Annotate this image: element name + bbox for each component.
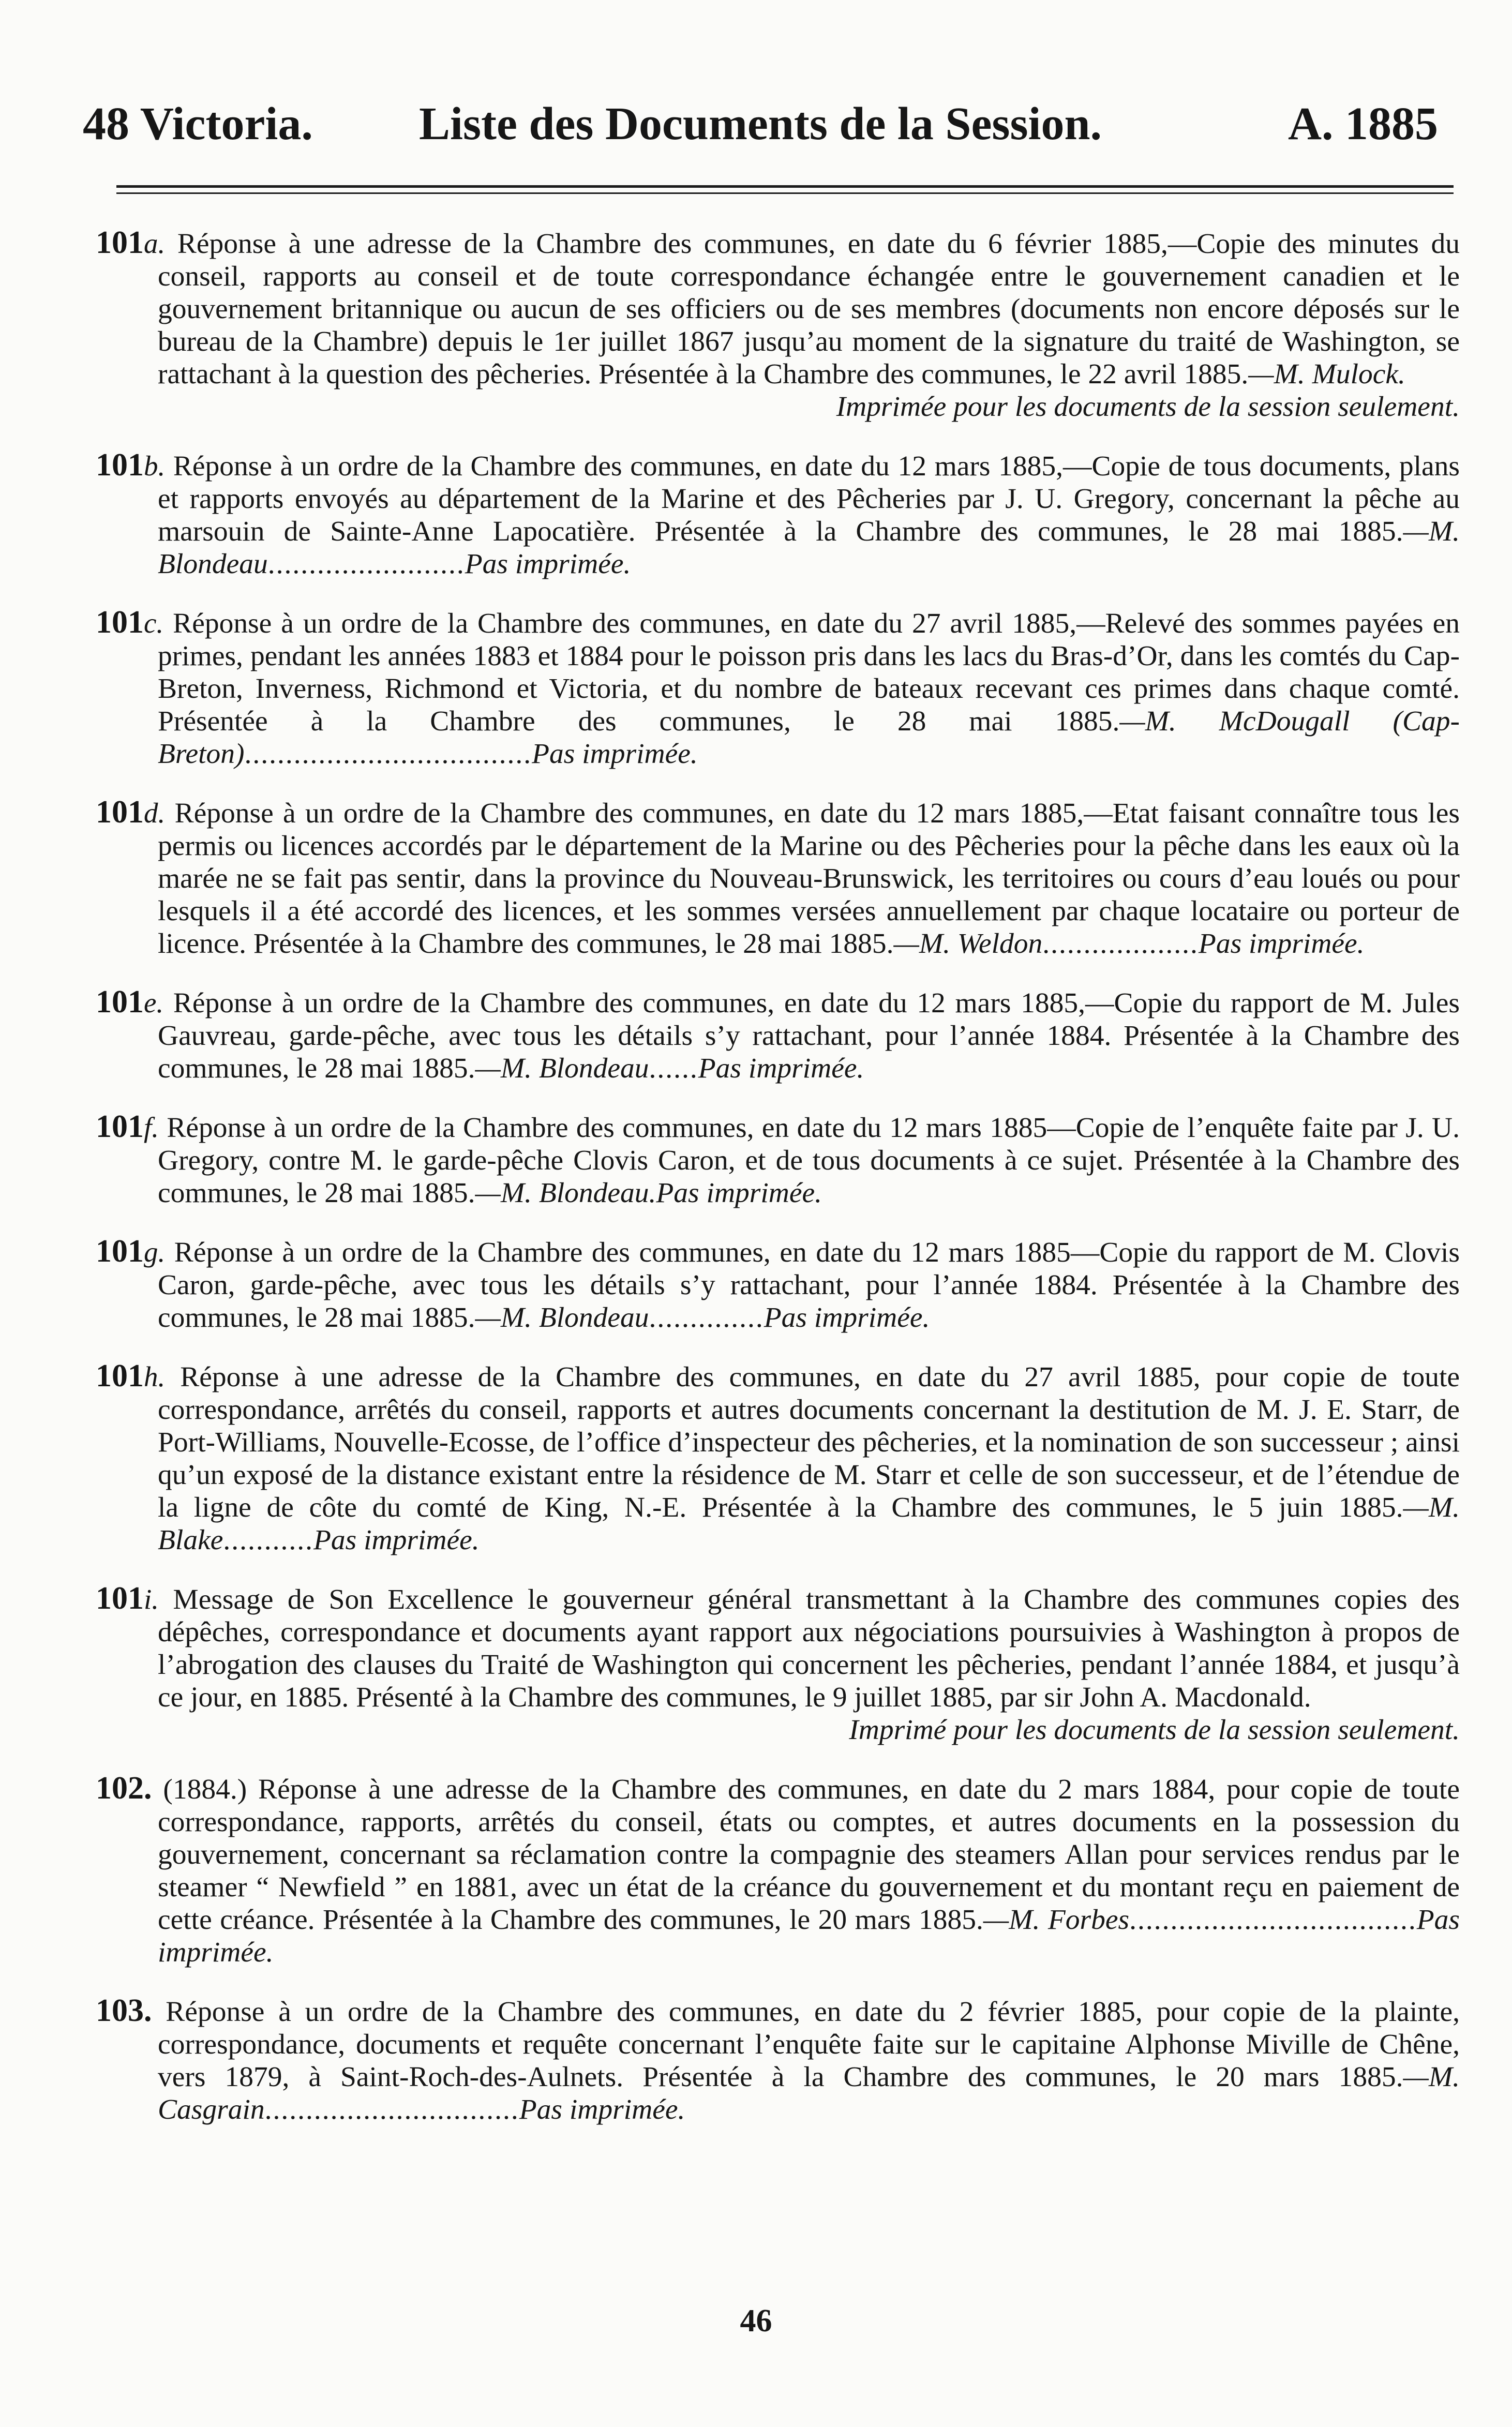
entry-number: 101 [96, 1581, 144, 1616]
entry-member: M. Casgrain [158, 2061, 1460, 2125]
header-title: Liste des Documents de la Session. [418, 98, 1102, 149]
entry-text: 101a. Réponse à une adresse de la Chambre des communes, en date du 6 février 1885,—Copie des minutes du conseil, rapports au conseil et de toute correspondance échangée entre le gouvernement canadien et le gouvernement britannique ou aucun de ses officiers ou de ses membres (documents non encore déposés sur le bureau de la Chambre) depuis le 1er juillet 1867 jusqu’au moment de la signature du traité de Washington, se rattachant à la question des pêcheries. Présentée à la Chambre des communes, le 22 avril 1885.—M. Mulock. [96, 225, 1460, 390]
entry-description: Réponse à un ordre de la Chambre des communes, en date du 12 mars 1885,—Copie de tous documents, plans et rapports envoyés au département de la Marine et des Pêcheries par J. U. Gregory, concernant la pêche au marsouin de Sainte-Anne Lapocatière. Présentée à la Chambre des communes, le 28 mai 1885. [158, 451, 1460, 547]
entry-member: M. Blondeau [158, 516, 1460, 580]
entry-status: Pas imprimée. [313, 1524, 480, 1556]
entry-suffix: e. [144, 987, 164, 1018]
entry-member: M. McDougall (Cap-Breton) [158, 706, 1460, 770]
entry-member: M. Blondeau [500, 1053, 649, 1084]
entry-description: Réponse à un ordre de la Chambre des communes, en date du 12 mars 1885,—Copie du rapport de M. Jules Gauvreau, garde-pêche, avec tous les détails s’y rattachant, pour l’année 1884. Présentée à la Chambre des communes, le 28 mai 1885. [158, 987, 1460, 1084]
entry-description: (1884.) Réponse à une adresse de la Chambre des communes, en date du 2 mars 1884, pour copie de toute correspondance, rapports, arrêtés du conseil, états ou comptes, et autres documents en la possession du gouvernement, concernant sa réclamation contre la compagnie des steamers Allan pour services rendus par le steamer “ Newfield ” en 1881, avec un état de la créance du gouvernement et du montant reçu en paiement de cette créance. Présentée à la Chambre des communes, le 20 mars 1885. [152, 1774, 1460, 1936]
entry-number: 101 [96, 984, 144, 1020]
entry-description: Réponse à un ordre de la Chambre des communes, en date du 12 mars 1885—Copie de l’enquête faite par J. U. Gregory, contre M. le garde-pêche Clovis Caron, et de tous documents à ce sujet. Présentée à la Chambre des communes, le 28 mai 1885. [158, 1112, 1460, 1209]
entry-text: 101e. Réponse à un ordre de la Chambre des communes, en date du 12 mars 1885,—Copie du rapport de M. Jules Gauvreau, garde-pêche, avec tous les détails s’y rattachant, pour l’année 1884. Présentée à la Chambre des communes, le 28 mai 1885.—M. Blondeau......Pas imprimée. [96, 984, 1460, 1084]
entry-member: M. Weldon [919, 928, 1043, 960]
dot-leader: ...... [649, 1053, 698, 1084]
document-entry [96, 227, 1460, 423]
entry-suffix: b. [144, 450, 166, 482]
entry-number: 101 [96, 1234, 144, 1269]
entry-member: M. Blake [158, 1492, 1460, 1556]
document-entry [96, 796, 1460, 960]
entry-text: 101d. Réponse à un ordre de la Chambre des communes, en date du 12 mars 1885,—Etat faisant connaître tous les permis ou licences accordés par le département de la Marine ou des Pêcheries pour la pêche dans les eaux où la marée ne se fait pas sentir, dans la province du Nouveau-Brunswick, les territoires ou cours d’eau loués ou pour lesquels il a été accordé des licences, et les sommes versées annuellement par chaque locataire ou porteur de licence. Présentée à la Chambre des communes, le 28 mai 1885.—M. Weldon...................Pas imprimée. [96, 795, 1460, 960]
entry-number: 102. [96, 1771, 152, 1806]
entry-suffix: a. [144, 228, 166, 259]
entry-text [96, 1582, 1460, 1714]
entry-description: Réponse à une adresse de la Chambre des communes, en date du 27 avril 1885, pour copie de toute correspondance, arrêtés du conseil, rapports et autres documents concernant la destitution de M. J. E. Starr, de Port-Williams, Nouvelle-Ecosse, de l’office d’inspecteur des pêcheries, et la nomination de son successeur ; ainsi qu’un exposé de la distance existant entre la résidence de M. Starr et celle de son successeur, et de l’étendue de la ligne de côte du comté de King, N.-E. Présentée à la Chambre des communes, le 5 juin 1885. [158, 1361, 1460, 1523]
entry-text: 103. Réponse à un ordre de la Chambre des communes, en date du 2 février 1885, pour copie de la plainte, correspondance, documents et requête concernant l’enquête faite sur le capitaine Alphonse Miville de Chêne, vers 1879, à Saint-Roch-des-Aulnets. Présentée à la Chambre des communes, le 20 mars 1885.—M. Casgrain...............................Pas imprimée. [96, 1993, 1460, 2125]
entry-number: 101 [96, 225, 144, 260]
document-entry [96, 1582, 1460, 1746]
header-session: 48 Victoria. [83, 98, 313, 149]
entry-description: Réponse à un ordre de la Chambre des communes, en date du 12 mars 1885,—Etat faisant connaître tous les permis ou licences accordés par le département de la Marine ou des Pêcheries pour la pêche dans les eaux où la marée ne se fait pas sentir, dans la province du Nouveau-Brunswick, les territoires ou cours d’eau loués ou pour lesquels il a été accordé des licences, et les sommes versées annuellement par chaque locataire ou porteur de licence. Présentée à la Chambre des communes, le 28 mai 1885. [158, 798, 1460, 960]
entry-description: Réponse à un ordre de la Chambre des communes, en date du 27 avril 1885,—Relevé des sommes payées en primes, pendant les années 1883 et 1884 pour le poisson pris dans les lacs du Bras-d’Or, dans les comtés du Cap-Breton, Inverness, Richmond et Victoria, et du nombre de bateaux recevant ces primes dans chaque comté. Présentée à la Chambre des communes, le 28 mai 1885. [158, 608, 1460, 737]
entry-member: M. Mulock. [1274, 358, 1405, 390]
entry-print-note: Imprimée pour les documents de la session seulement. [836, 391, 1460, 423]
entry-number: 101 [96, 605, 144, 640]
header-year: A. 1885 [1288, 98, 1438, 149]
entry-description: Réponse à une adresse de la Chambre des communes, en date du 6 février 1885,—Copie des minutes du conseil, rapports au conseil et de toute correspondance échangée entre le gouvernement canadien et le gouvernement britannique ou aucun de ses officiers ou de ses membres (documents non encore déposés sur le bureau de la Chambre) depuis le 1er juillet 1867 jusqu’au moment de la signature du traité de Washington, se rattachant à la question des pêcheries. Présentée à la Chambre des communes, le 22 avril 1885. [158, 228, 1460, 390]
entry-text: 101g. Réponse à un ordre de la Chambre des communes, en date du 12 mars 1885—Copie du rapport de M. Clovis Caron, garde-pêche, avec tous les détails s’y rattachant, pour l’année 1884. Présentée à la Chambre des communes, le 28 mai 1885.—M. Blondeau..............Pas imprimée. [96, 1234, 1460, 1334]
entry-text: 101b. Réponse à un ordre de la Chambre des communes, en date du 12 mars 1885,—Copie de tous documents, plans et rapports envoyés au département de la Marine et des Pêcheries par J. U. Gregory, concernant la pêche au marsouin de Sainte-Anne Lapocatière. Présentée à la Chambre des communes, le 28 mai 1885.—M. Blondeau........................Pas imprimée. [96, 447, 1460, 580]
entry-number: 103. [96, 1993, 152, 2028]
entry-number: 101 [96, 1109, 144, 1144]
document-entry [96, 1772, 1460, 1969]
dot-leader: ........................ [267, 548, 465, 580]
entry-status: Pas imprimée. [532, 738, 698, 770]
page-header [83, 97, 1438, 154]
entry-text: 102. (1884.) Réponse à une adresse de la Chambre des communes, en date du 2 mars 1884, pour copie de toute correspondance, rapports, arrêtés du conseil, états ou comptes, et autres documents en la possession du gouvernement, concernant sa réclamation contre la compagnie des steamers Allan pour services rendus par le steamer “ Newfield ” en 1881, avec un état de la créance du gouvernement et du montant reçu en paiement de cette créance. Présentée à la Chambre des communes, le 20 mars 1885.—M. Forbes...................................Pas imprimée. [96, 1771, 1460, 1968]
document-entry [96, 1111, 1460, 1209]
entry-number: 101 [96, 447, 144, 483]
page-number: 46 [740, 2303, 772, 2339]
entry-print-note: Imprimé pour les documents de la session seulement. [849, 1714, 1460, 1746]
entry-text: 101h. Réponse à une adresse de la Chambre des communes, en date du 27 avril 1885, pour copie de toute correspondance, arrêtés du conseil, rapports et autres documents concernant la destitution de M. J. E. Starr, de Port-Williams, Nouvelle-Ecosse, de l’office d’inspecteur des pêcheries, et la nomination de son successeur ; ainsi qu’un exposé de la distance existant entre la résidence de M. Starr et celle de son successeur, et de l’étendue de la ligne de côte du comté de King, N.-E. Présentée à la Chambre des communes, le 5 juin 1885.—M. Blake...........Pas imprimée. [96, 1358, 1460, 1556]
dot-leader: ................... [1042, 928, 1199, 960]
document-entry [96, 1360, 1460, 1556]
entry-status: Pas imprimée. [1198, 928, 1365, 960]
entry-status: Pas imprimée. [158, 1904, 1460, 1968]
entry-status: Pas imprimée. [656, 1177, 822, 1209]
dot-leader: ............................... [264, 2094, 519, 2125]
entry-text: 101c. Réponse à un ordre de la Chambre des communes, en date du 27 avril 1885,—Relevé des sommes payées en primes, pendant les années 1883 et 1884 pour le poisson pris dans les lacs du Bras-d’Or, dans les comtés du Cap-Breton, Inverness, Richmond et Victoria, et du nombre de bateaux recevant ces primes dans chaque comté. Présentée à la Chambre des communes, le 28 mai 1885.—M. McDougall (Cap-Breton)...................................Pas imprimée. [96, 605, 1460, 770]
entry-suffix: h. [144, 1361, 166, 1392]
entry-text: 101f. Réponse à un ordre de la Chambre des communes, en date du 12 mars 1885—Copie de l’enquête faite par J. U. Gregory, contre M. le garde-pêche Clovis Caron, et de tous documents à ce sujet. Présentée à la Chambre des communes, le 28 mai 1885.—M. Blondeau.Pas imprimée. [96, 1109, 1460, 1209]
entry-member: M. Blondeau. [500, 1177, 656, 1209]
document-entry [96, 606, 1460, 770]
document-entry [96, 1995, 1460, 2126]
entry-suffix: g. [144, 1236, 166, 1268]
entry-status: Pas imprimée. [519, 2094, 685, 2125]
dot-leader: ................................... [244, 738, 532, 770]
entry-suffix: d. [144, 797, 166, 829]
header-rule-thick [116, 185, 1454, 188]
document-entry [96, 449, 1460, 580]
entry-description: Réponse à un ordre de la Chambre des communes, en date du 2 février 1885, pour copie de la plainte, correspondance, documents et requête concernant l’enquête faite sur le capitaine Alphonse Miville de Chêne, vers 1879, à Saint-Roch-des-Aulnets. Présentée à la Chambre des communes, le 20 mars 1885. [152, 1996, 1460, 2093]
entry-member: M. Blondeau [500, 1302, 649, 1334]
document-list [96, 227, 1460, 2152]
document-entry [96, 986, 1460, 1085]
entry-description: Réponse à un ordre de la Chambre des communes, en date du 12 mars 1885—Copie du rapport de M. Clovis Caron, garde-pêche, avec tous les détails s’y rattachant, pour l’année 1884. Présentée à la Chambre des communes, le 28 mai 1885. [158, 1237, 1460, 1334]
entry-status: Pas imprimée. [764, 1302, 930, 1334]
entry-suffix: f. [144, 1112, 159, 1143]
entry-member: M. Forbes [1009, 1904, 1130, 1936]
dot-leader: ........... [223, 1524, 313, 1556]
entry-status: Pas imprimée. [465, 548, 631, 580]
entry-suffix: i. [144, 1583, 159, 1615]
header-rule-thin [116, 192, 1454, 194]
dot-leader: .............. [649, 1302, 764, 1334]
entry-number: 101 [96, 1358, 144, 1394]
entry-suffix: c. [144, 607, 164, 639]
entry-status: Pas imprimée. [698, 1053, 864, 1084]
entry-description: Message de Son Excellence le gouverneur général transmettant à la Chambre des communes copies des dépêches, correspondance et documents ayant rapport aux négociations poursuivies à Washington à propos de l’abrogation des clauses du Traité de Washington qui concernent les pêcheries, pendant l’année 1884, et jusqu’à ce jour, en 1885. Présenté à la Chambre des communes, le 9 juillet 1885, par sir John A. Macdonald. [158, 1584, 1460, 1713]
dot-leader: ................................... [1129, 1904, 1417, 1936]
entry-number: 101 [96, 795, 144, 830]
document-entry [96, 1235, 1460, 1334]
